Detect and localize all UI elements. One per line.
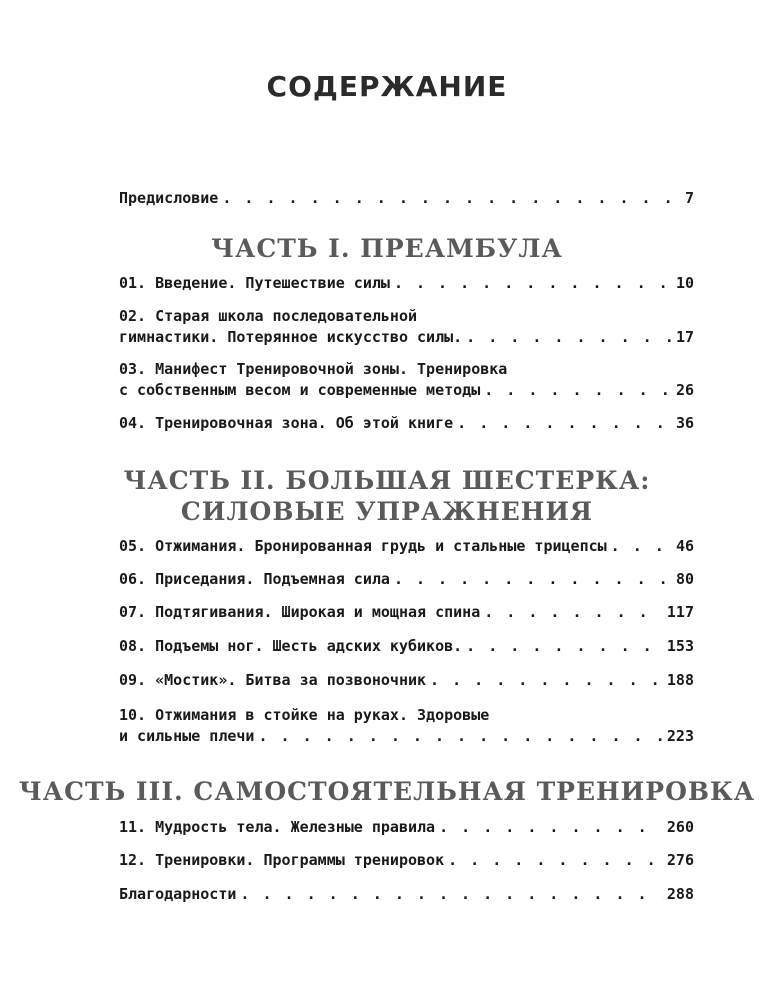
toc-entry-09[interactable] <box>119 670 694 691</box>
part-heading-line: ЧАСТЬ I. ПРЕАМБУЛА <box>211 234 563 263</box>
entry-label: 04. Тренировочная зона. Об этой книге <box>119 414 454 432</box>
entry-label: 02. Старая школа последовательной <box>119 307 418 325</box>
entry-label: Предисловие <box>119 189 219 207</box>
page-number: 223 <box>666 727 694 745</box>
dot-leader <box>439 817 663 838</box>
part-3-heading <box>0 776 774 807</box>
dot-leader <box>466 327 672 348</box>
entry-label: Благодарности <box>119 885 237 903</box>
page-number: 80 <box>675 570 694 588</box>
page-title: СОДЕРЖАНИЕ <box>266 70 508 103</box>
page-number: 260 <box>666 818 694 836</box>
part-heading-line: ЧАСТЬ II. БОЛЬШАЯ ШЕСТЕРКА: <box>123 466 651 495</box>
part-2-heading <box>0 465 774 527</box>
page-number: 117 <box>666 603 694 621</box>
page-number: 276 <box>666 851 694 869</box>
dot-leader <box>611 536 672 557</box>
entry-label: 08. Подъемы ног. Шесть адских кубиков. <box>119 637 463 655</box>
page-number: 36 <box>675 414 694 432</box>
page-number: 188 <box>666 671 694 689</box>
part-heading-line: СИЛОВЫЕ УПРАЖНЕНИЯ <box>180 497 594 526</box>
toc-entry-06[interactable] <box>119 569 694 590</box>
entry-label: 05. Отжимания. Бронированная грудь и стальные трицепсы <box>119 537 607 555</box>
entry-label-continued: и сильные плечи <box>119 727 255 745</box>
entry-label-continued: с собственным весом и современные методы <box>119 381 481 399</box>
toc-entry-07[interactable] <box>119 602 694 623</box>
entry-label: 03. Манифест Тренировочной зоны. Тренировка <box>119 360 508 378</box>
dot-leader <box>258 726 662 747</box>
dot-leader <box>484 380 672 401</box>
entry-label: 07. Подтягивания. Широкая и мощная спина <box>119 603 481 621</box>
dot-leader <box>394 273 672 294</box>
toc-entry-05[interactable] <box>119 536 694 557</box>
toc-entry-04[interactable] <box>119 413 694 434</box>
dot-leader <box>466 636 663 657</box>
entry-label: 01. Введение. Путешествие силы <box>119 274 390 292</box>
toc-entry-01[interactable] <box>119 273 694 294</box>
toc-entry-10[interactable] <box>119 705 694 747</box>
entry-label: 10. Отжимания в стойке на руках. Здоровые <box>119 706 490 724</box>
dot-leader <box>457 413 672 434</box>
entry-label: 11. Мудрость тела. Железные правила <box>119 818 436 836</box>
entry-label: 06. Приседания. Подъемная сила <box>119 570 390 588</box>
dot-leader <box>430 670 663 691</box>
page-number: 10 <box>675 274 694 292</box>
toc-entry-acknowledgements[interactable] <box>119 884 694 905</box>
toc-entry-preface[interactable] <box>119 188 694 209</box>
toc-entry-12[interactable] <box>119 850 694 871</box>
toc-entry-02[interactable] <box>119 306 694 348</box>
entry-label: 12. Тренировки. Программы тренировок <box>119 851 445 869</box>
part-1-heading <box>0 233 774 264</box>
dot-leader <box>448 850 663 871</box>
dot-leader <box>394 569 672 590</box>
toc-entry-08[interactable] <box>119 636 694 657</box>
page-number: 288 <box>666 885 694 903</box>
toc-entry-11[interactable] <box>119 817 694 838</box>
dot-leader <box>484 602 663 623</box>
page-number: 17 <box>675 328 694 346</box>
dot-leader <box>240 884 663 905</box>
entry-label: 09. «Мостик». Битва за позвоночник <box>119 671 427 689</box>
entry-label-continued: гимнастики. Потерянное искусство силы. <box>119 328 463 346</box>
dot-leader <box>222 188 681 209</box>
part-heading-line: ЧАСТЬ III. САМОСТОЯТЕЛЬНАЯ ТРЕНИРОВКА <box>18 777 756 806</box>
page-number: 26 <box>675 381 694 399</box>
page-number: 153 <box>666 637 694 655</box>
toc-entry-03[interactable] <box>119 359 694 401</box>
page-number: 46 <box>675 537 694 555</box>
page-number: 7 <box>684 189 694 207</box>
